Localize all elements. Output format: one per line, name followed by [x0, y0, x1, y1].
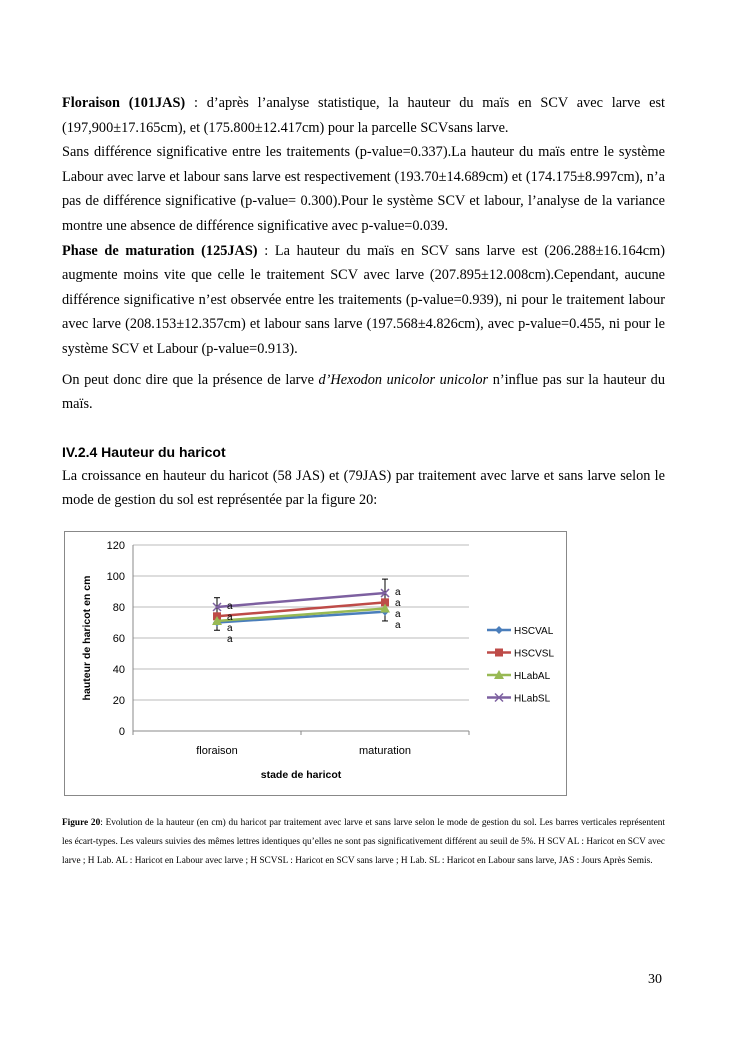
page-number: 30: [648, 972, 662, 987]
paragraph-difference: Sans différence significative entre les traitements (p-value=0.337).La hauteur du maïs entre le système Labour avec larve et labour sans larve est respectivement (193.70±14.689cm) et (174.175±8.997cm), n’a pas de différence significative (p-value= 0.300).Pour le système SCV et labour, l’analyse de la variance montre une absence de différence significative avec p-value=0.039.: [62, 144, 665, 234]
body-text: [62, 91, 665, 417]
y-tick-label: 0: [118, 725, 125, 738]
chart-figure-20: [64, 531, 567, 796]
species-name: d’Hexodon unicolor unicolor: [318, 371, 489, 388]
caption-text: : Evolution de la hauteur (en cm) du haricot par traitement avec larve et sans larve selon le mode de gestion du sol. Les barres verticales représentent les écart-types. Les valeurs suivies des mêmes lettres identiques qu’elles ne sont pas significativement différent au seuil de 5%. H SCV AL : Haricot en SCV avec larve ; H Lab. AL : Haricot en Labour avec larve ; H SCVSL : Haricot en SCV sans larve ; H Lab. SL : Haricot en Labour sans larve, JAS : Jours Après Semis.: [62, 817, 665, 866]
conclusion-text-a: On peut donc dire que la présence de larve: [62, 371, 319, 388]
data-label: a: [395, 586, 401, 598]
maturation-label: Phase de maturation (125JAS): [62, 242, 258, 259]
line-chart: [65, 532, 568, 797]
conclusion-text-b: n’influe pas sur la hauteur du maïs.: [62, 371, 665, 413]
caption-label: Figure 20: [62, 817, 101, 828]
data-label: a: [227, 633, 233, 645]
x-axis-title: stade de haricot: [260, 768, 342, 781]
section-heading: IV.2.4 Hauteur du haricot: [62, 443, 226, 460]
x-tick-label: maturation: [359, 744, 411, 757]
y-tick-label: 20: [112, 694, 125, 707]
x-tick-label: floraison: [196, 744, 238, 757]
y-tick-label: 60: [112, 632, 125, 645]
y-tick-label: 120: [106, 539, 125, 552]
legend-entry-hlabsl: HLabSL: [514, 693, 551, 705]
floraison-label: Floraison (101JAS): [62, 95, 186, 111]
floraison-text: : d’après l’analyse statistique, la hauteur du maïs en SCV avec larve est (197,900±17.165cm), et (175.800±12.417cm) pour la parcelle SCVsans larve.: [62, 95, 666, 136]
legend-entry-hscvsl: HSCVSL: [514, 648, 555, 660]
data-label: a: [227, 611, 233, 623]
data-label: a: [395, 597, 401, 609]
y-tick-label: 40: [112, 663, 125, 676]
y-tick-label: 100: [106, 570, 125, 583]
legend-entry-hlabal: HLabAL: [514, 670, 551, 682]
data-label: a: [227, 622, 233, 634]
figure-caption: [62, 814, 665, 871]
maturation-text: : La hauteur du maïs en SCV sans larve est (206.288±16.164cm) augmente moins vite que celle le traitement SCV avec larve (207.895±12.008cm).Cependant, aucune différence significative n’est observée entre les traitements (p-value=0.939), ni pour le traitement labour avec larve (208.153±12.357cm) et labour sans larve (197.568±4.826cm), avec p-value=0.455, ni pour le système SCV et Labour (p-value=0.913).: [62, 242, 665, 357]
data-label: a: [395, 619, 401, 631]
legend-marker: [495, 648, 503, 656]
legend-entry-hscval: HSCVAL: [514, 625, 554, 637]
paragraph-maturation: [62, 239, 665, 362]
section-intro: La croissance en hauteur du haricot (58 JAS) et (79JAS) par traitement avec larve et sans larve selon le mode de gestion du sol est représentée par la figure 20:: [62, 467, 665, 509]
page-content: [62, 91, 665, 871]
paragraph-floraison: [62, 91, 665, 140]
y-axis-title: hauteur de haricot en cm: [81, 575, 93, 701]
legend-marker: [495, 626, 503, 634]
paragraph-conclusion: [62, 368, 665, 417]
data-label: a: [395, 608, 401, 620]
data-label: a: [227, 600, 233, 612]
y-tick-label: 80: [112, 601, 125, 614]
